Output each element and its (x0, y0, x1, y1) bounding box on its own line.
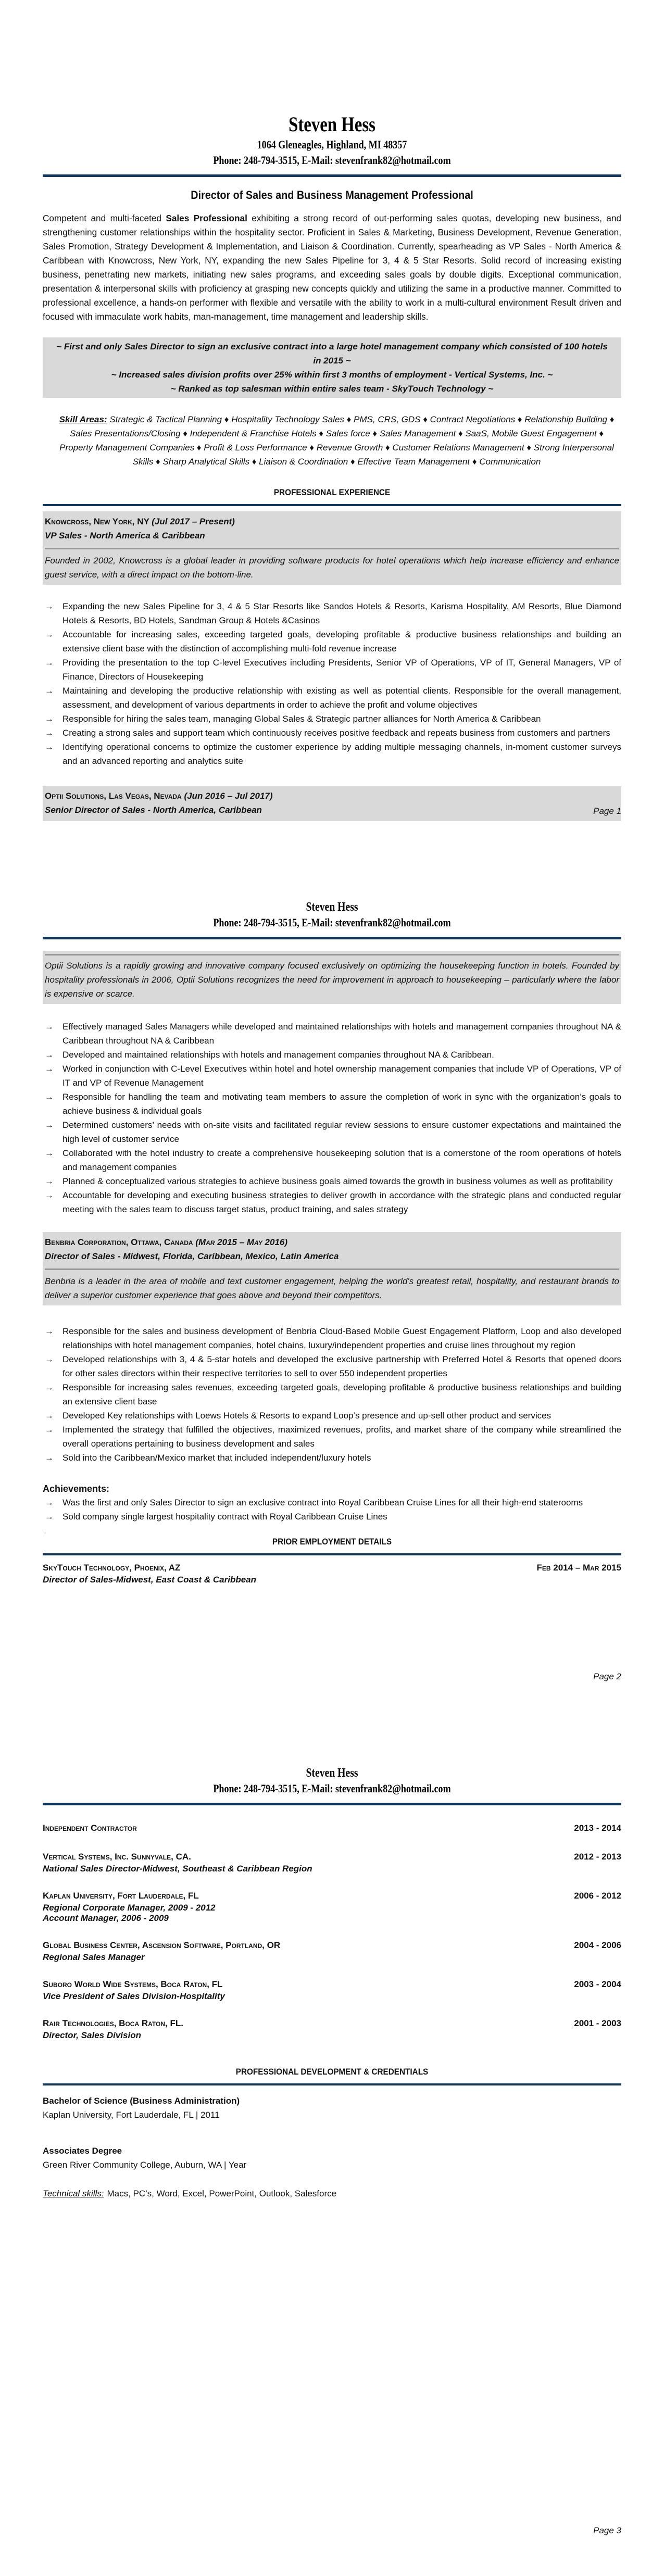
company-text: Benbria Corporation, Ottawa, Canada (45, 1237, 193, 1247)
highlights-box (43, 337, 621, 398)
list-item (43, 712, 621, 726)
gray-divider (45, 548, 619, 549)
list-item (43, 656, 621, 684)
highlight: ~ Increased sales division profits over 25% within first 3 months of employment - Vertical Systems, Inc. ~ (111, 370, 553, 380)
section-divider (43, 2083, 621, 2085)
prior-job (43, 1850, 621, 1874)
skill-areas-text: Strategic & Tactical Planning ♦ Hospitality Technology Sales ♦ PMS, CRS, GDS ♦ Contract Negotiations ♦ Relationship Building ♦ Sales Presentations/Closing ♦ Independent & Franchise Hotels ♦ Sales force ♦ Sales Management ♦ SaaS, Mobile Guest Engagement ♦ Property Management Companies ♦ Profit & Loss Performance ♦ Revenue Growth ♦ Customer Relations Management ♦ Strong Interpersonal Skills ♦ Sharp Analytical Skills ♦ Liaison & Coordination ♦ Effective Team Management ♦ Communication (59, 414, 615, 467)
prior-company: SkyTouch Technology, Phoenix, AZ (43, 1563, 181, 1573)
arrow-icon: → (45, 686, 54, 696)
bullet-text: Effectively managed Sales Managers while developed and maintained relationships with hotels and management companies throughout NA & Caribbean throughout NA & Caribbean (62, 1022, 621, 1046)
page-number: Page 1 (593, 806, 621, 816)
arrow-icon: → (45, 1326, 54, 1336)
arrow-icon: → (45, 714, 54, 724)
summary (43, 211, 621, 324)
candidate-name: Steven Hess (306, 900, 358, 914)
prior-job-row (43, 1821, 621, 1835)
arrow-icon: → (45, 1064, 54, 1074)
degree: Bachelor of Science (Business Administration) (43, 2096, 240, 2106)
summary-bold: Sales Professional (166, 213, 247, 223)
job-header-knowcross (43, 511, 621, 557)
candidate-name: Steven Hess (289, 112, 375, 136)
list-item (43, 1048, 621, 1062)
arrow-icon: → (45, 1498, 54, 1507)
prior-years: 2003 - 2004 (574, 1979, 621, 1989)
list-item (43, 627, 621, 656)
job-bullets-knowcross (43, 599, 621, 768)
prior-years: 2001 - 2003 (574, 2018, 621, 2028)
arrow-icon: → (45, 1512, 54, 1522)
list-item (43, 1409, 621, 1423)
company-name (45, 1235, 619, 1249)
company-description: Founded in 2002, Knowcross is a global leader in providing software products for hotel operations which help increase efficiency and enhance guest service, with a direct impact on the bottom-line. (43, 552, 621, 585)
list-item (43, 1324, 621, 1352)
job-dates: (Jul 2017 – Present) (152, 517, 235, 526)
section-title-prior: PRIOR EMPLOYMENT DETAILS (272, 1537, 392, 1547)
address: 1064 Gleneagles, Highland, MI 48357 (257, 138, 407, 151)
prior-role: Director, Sales Division (43, 2030, 141, 2040)
summary-rest: exhibiting a strong record of out-performing sales quotas, developing new business, and strengthening customer relationships within the hospitality sector. Proficient in Sales & Marketing, Business Development, Revenue Generation, Sales Promotion, Strategy Development & Implementation, and Liaison & Coordination. Currently, spearheading as VP Sales - North America & Caribbean with Knowcross, New York, NY, expanding the new Sales Pipeline for 3, 4 & 5 Star Resorts. Solid record of increasing existing business, penetrating new markets, initiating new sales programs, and exceeding sales goals by double digits. Exceptional communication, presentation & interpersonal skills with proficiency at grasping new concepts quickly and utilizing the same in a productive manner. Committed to professional excellence, a hands-on performer with flexible and versatile with the ability to work in a multi-cultural environment Result driven and focused with immaculate work habits, man-management, time management and leadership skills. (43, 213, 621, 322)
list-item (43, 1174, 621, 1188)
job-role: VP Sales - North America & Caribbean (45, 531, 205, 541)
arrow-icon: → (45, 1176, 54, 1186)
page-number: Page 2 (593, 1672, 621, 1681)
job-header-optii (43, 786, 621, 821)
section-divider (43, 1553, 621, 1555)
bullet-text: Responsible for increasing sales revenues, exceeding targeted goals, developing profitable & productive business relationships and building an extensive client base (62, 1383, 621, 1406)
header-divider (43, 174, 621, 177)
prior-job (43, 2016, 621, 2041)
arrow-icon: → (45, 1411, 54, 1421)
job-dates: (Jun 2016 – Jul 2017) (184, 791, 273, 801)
bullet-text: Accountable for developing and executing business strategies to deliver growth in accordance with the strategic plans and conducted regular meeting with the sales team to discuss target status, product training, and sales strategy (62, 1190, 621, 1214)
prior-job-row (43, 2016, 621, 2030)
prior-job (43, 1977, 621, 2002)
list-item (43, 740, 621, 768)
company-name (45, 789, 619, 803)
company-text: Knowcross, New York, NY (45, 517, 149, 526)
page-3 (0, 1717, 664, 2576)
list-item (43, 1496, 621, 1510)
prior-years: Feb 2014 – Mar 2015 (536, 1563, 621, 1573)
bullet-text: Determined customers’ needs with on-site visits and facilitated regular review sessions to ensure customer expectations and maintained the high level of customer service (62, 1120, 621, 1144)
prior-role: Account Manager, 2006 - 2009 (43, 1913, 169, 1923)
bullet-text: Providing the presentation to the top C-level Executives including Presidents, Senior VP of Operations, VP of IT, General Managers, VP of Finance, Directors of Housekeeping (62, 658, 621, 682)
section-title-credentials: PROFESSIONAL DEVELOPMENT & CREDENTIALS (235, 2067, 429, 2077)
bullet-text: Sold into the Caribbean/Mexico market that included independent/luxury hotels (62, 1453, 371, 1463)
arrow-icon: → (45, 728, 54, 738)
company-description-optii (43, 951, 621, 1004)
prior-job-row (43, 1561, 621, 1575)
arrow-icon: → (45, 1022, 54, 1032)
list-item (43, 599, 621, 627)
technical-skills (43, 2187, 621, 2201)
degree: Associates Degree (43, 2146, 122, 2156)
job-header-benbria (43, 1232, 621, 1277)
resume-header (43, 112, 621, 168)
prior-role: Regional Sales Manager (43, 1952, 145, 1962)
list-item (43, 1380, 621, 1409)
prior-company: Vertical Systems, Inc. Sunnyvale, CA. (43, 1852, 191, 1862)
candidate-name: Steven Hess (306, 1766, 358, 1780)
section-title-experience: PROFESSIONAL EXPERIENCE (273, 487, 391, 497)
prior-job (43, 1821, 621, 1835)
technical-skills-text: Macs, PC’s, Word, Excel, PowerPoint, Outlook, Salesforce (107, 2189, 337, 2198)
header-divider (43, 937, 621, 939)
list-item (43, 1423, 621, 1451)
company-name (45, 514, 619, 529)
page-number: Page 3 (593, 2525, 621, 2535)
arrow-icon: → (45, 1120, 54, 1130)
highlight: ~ Ranked as top salesman within entire sales team - SkyTouch Technology ~ (170, 384, 494, 394)
prior-job-row (43, 1850, 621, 1864)
arrow-icon: → (45, 658, 54, 668)
gray-divider (45, 1268, 619, 1270)
header-divider (43, 1803, 621, 1805)
list-item (43, 1146, 621, 1174)
arrow-icon: → (45, 1190, 54, 1200)
achievement-text: Sold company single largest hospitality contract with Royal Caribbean Cruise Lines (62, 1512, 387, 1522)
job-dates: (Mar 2015 – May 2016) (195, 1237, 288, 1247)
arrow-icon: → (45, 1425, 54, 1435)
list-item (43, 684, 621, 712)
running-header (43, 899, 621, 931)
arrow-icon: → (45, 630, 54, 639)
skill-areas-label: Skill Areas: (59, 414, 107, 424)
list-item (43, 1090, 621, 1118)
page-2 (0, 859, 664, 1717)
stray-mark: ' (45, 1532, 46, 1537)
prior-company: Rair Technologies, Boca Raton, FL. (43, 2018, 183, 2028)
page-1 (0, 0, 664, 859)
job-bullets-optii (43, 1020, 621, 1216)
company-description: Benbria is a leader in the area of mobile and text customer engagement, helping the world's greatest retail, hospitality, and restaurant brands to deliver a superior customer experience that goes above and beyond their competitors. (43, 1273, 621, 1305)
arrow-icon: → (45, 601, 54, 611)
bullet-text: Developed relationships with 3, 4 & 5-star hotels and developed the exclusive partnership with Preferred Hotel & Resorts that opened doors for other sales directors within their respective territories to sell to over 550 independent properties (62, 1354, 621, 1378)
bullet-text: Responsible for handling the team and motivating team members to assure the completion of work in sync with the organization’s goals to achieve business & individual goals (62, 1092, 621, 1116)
arrow-icon: → (45, 1354, 54, 1364)
arrow-icon: → (45, 1383, 54, 1392)
bullet-text: Responsible for the sales and business development of Benbria Cloud-Based Mobile Guest Engagement Platform, Loop and also developed relationships with hotel management companies, hotel chains, luxury/independent properties and cruise lines throughout my region (62, 1326, 621, 1350)
prior-role: National Sales Director-Midwest, Southeast & Caribbean Region (43, 1864, 312, 1874)
bullet-text: Developed and maintained relationships with hotels and management companies throughout NA & Caribbean. (62, 1050, 494, 1060)
gray-divider (45, 954, 619, 956)
prior-role: Director of Sales-Midwest, East Coast & Caribbean (43, 1575, 256, 1585)
arrow-icon: → (45, 742, 54, 752)
prior-years: 2006 - 2012 (574, 1891, 621, 1901)
highlight: ~ First and only Sales Director to sign an exclusive contract into a large hotel management company which consisted of 100 hotels in 2015 ~ (56, 342, 608, 366)
skill-areas (43, 412, 621, 469)
arrow-icon: → (45, 1453, 54, 1463)
running-header (43, 1765, 621, 1796)
job-role: Director of Sales - Midwest, Florida, Caribbean, Mexico, Latin America (45, 1251, 339, 1261)
prior-years: 2004 - 2006 (574, 1940, 621, 1950)
prior-job-row (43, 1889, 621, 1903)
description-text: Optii Solutions is a rapidly growing and innovative company focused exclusively on optimizing the housekeeping function in hotels. Founded by hospitality professionals in 2006, Optii Solutions recognizes the need for improvement in approach to housekeeping – particularly where the labor is expensive or scarce. (45, 961, 619, 999)
prior-job (43, 1938, 621, 1963)
prior-role: Regional Corporate Manager, 2009 - 2012 (43, 1903, 216, 1913)
list-item (43, 1352, 621, 1380)
company-text: Optii Solutions, Las Vegas, Nevada (45, 791, 182, 801)
headline: Director of Sales and Business Management Professional (191, 189, 473, 202)
summary-prefix: Competent and multi-faceted (43, 213, 166, 223)
achievements-title: Achievements: (43, 1484, 110, 1494)
bullet-text: Maintaining and developing the productive relationship with existing as well as potential clients. Responsible for the overall management, assessment, and development of various departments in order to achieve the profit and volume objectives (62, 686, 621, 710)
achievement-text: Was the first and only Sales Director to sign an exclusive contract into Royal Caribbean Cruise Lines for all their high-end staterooms (62, 1498, 583, 1507)
bullet-text: Expanding the new Sales Pipeline for 3, 4 & 5 Star Resorts like Sandos Hotels & Resorts, Karisma Hospitality, AM Resorts, Blue Diamond Hotels & Resorts, BD Hotels, Sandman Group & Hotels &Casinos (62, 601, 621, 625)
prior-company: Kaplan University, Fort Lauderdale, FL (43, 1891, 199, 1901)
list-item (43, 1020, 621, 1048)
bullet-text: Implemented the strategy that fulfilled the objectives, maximized revenues, profits, and market share of the company while streamlined the overall operations pertaining to business development and sales (62, 1425, 621, 1449)
section-divider (43, 504, 621, 506)
bullet-text: Planned & conceptualized various strategies to achieve business goals aimed towards the growth in business volumes as well as profitability (62, 1176, 613, 1186)
prior-company: Independent Contractor (43, 1823, 137, 1833)
list-item (43, 1118, 621, 1146)
list-item (43, 726, 621, 740)
contact-line: Phone: 248-794-3515, E-Mail: stevenfrank82@hotmail.com (213, 154, 451, 167)
list-item (43, 1062, 621, 1090)
arrow-icon: → (45, 1050, 54, 1060)
technical-skills-label: Technical skills: (43, 2189, 104, 2198)
prior-company: Global Business Center, Ascension Software, Portland, OR (43, 1940, 281, 1950)
bullet-text: Developed Key relationships with Loews Hotels & Resorts to expand Loop’s presence and up-sell other product and services (62, 1411, 552, 1421)
prior-role: Vice President of Sales Division-Hospitality (43, 1991, 225, 2001)
list-item (43, 1451, 621, 1465)
contact-line: Phone: 248-794-3515, E-Mail: stevenfrank82@hotmail.com (213, 916, 451, 929)
bullet-text: Responsible for hiring the sales team, managing Global Sales & Strategic partner alliances for North America & Caribbean (62, 714, 541, 724)
list-item (43, 1188, 621, 1216)
job-role: Senior Director of Sales - North America, Caribbean (45, 805, 262, 815)
prior-job (43, 1889, 621, 1924)
prior-job-row (43, 1977, 621, 1991)
bullet-text: Accountable for increasing sales, exceeding targeted goals, developing profitable & productive business relationships and building an extensive client base with the distinction of accomplishing multi-fold revenue increase (62, 630, 621, 654)
list-item (43, 1510, 621, 1524)
school: Kaplan University, Fort Lauderdale, FL | 2011 (43, 2110, 220, 2120)
prior-years: 2012 - 2013 (574, 1852, 621, 1862)
job-bullets-benbria (43, 1324, 621, 1465)
bullet-text: Collaborated with the hotel industry to create a comprehensive housekeeping solution that is a cornerstone of the room operations of hotels and management companies (62, 1148, 621, 1172)
bullet-text: Identifying operational concerns to optimize the customer experience by adding multiple messaging channels, in-moment customer surveys and an advanced reporting and analytics suite (62, 742, 621, 766)
bullet-text: Creating a strong sales and support team which continuously receives positive feedback and repeats business from customers and partners (62, 728, 610, 738)
bullet-text: Worked in conjunction with C-Level Executives within hotel and hotel ownership management companies that include VP of Operations, VP of IT and VP of Revenue Management (62, 1064, 621, 1088)
contact-line: Phone: 248-794-3515, E-Mail: stevenfrank82@hotmail.com (213, 1782, 451, 1795)
achievements-list (43, 1496, 621, 1524)
school: Green River Community College, Auburn, WA | Year (43, 2160, 247, 2170)
prior-job-row (43, 1938, 621, 1952)
arrow-icon: → (45, 1092, 54, 1102)
arrow-icon: → (45, 1148, 54, 1158)
prior-company: Suboro World Wide Systems, Boca Raton, FL (43, 1979, 223, 1989)
prior-years: 2013 - 2014 (574, 1823, 621, 1833)
